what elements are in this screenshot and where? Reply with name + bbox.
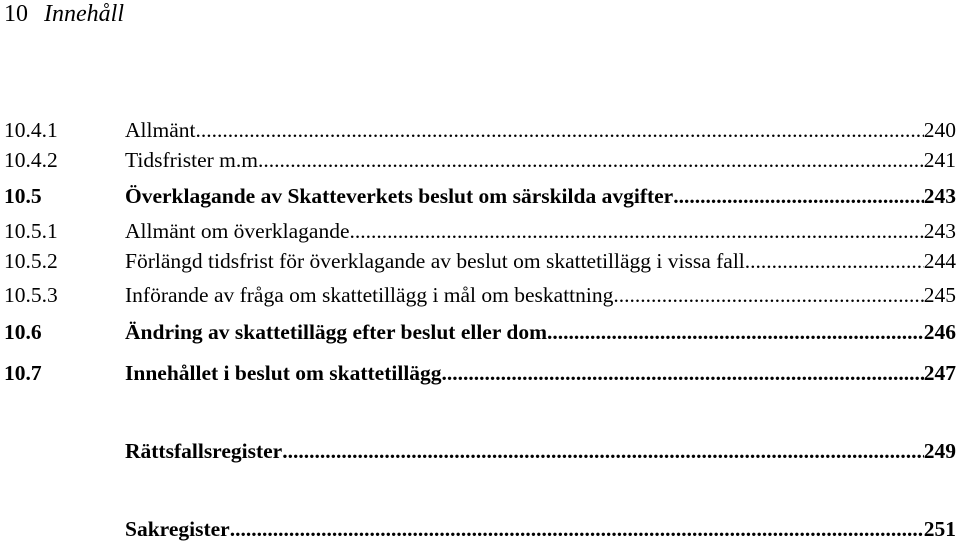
toc-entry-title: Allmänt (125, 118, 196, 142)
toc-entry-page: 245 (923, 283, 956, 307)
toc-entry[interactable] (4, 216, 956, 246)
toc-entry-title: Ändring av skattetillägg efter beslut eller dom (125, 320, 548, 344)
chapter-header (4, 0, 124, 28)
dot-leader (745, 246, 924, 276)
toc-entry-title: Sakregister (125, 517, 230, 541)
toc-entry-number: 10.6 (4, 320, 42, 344)
toc-entry-number: 10.5.1 (4, 219, 58, 243)
toc-entry-number: 10.5.2 (4, 249, 58, 273)
toc-entry-title: Innehållet i beslut om skattetillägg (125, 361, 442, 385)
dot-leader (263, 145, 923, 175)
toc-entry-page: 244 (923, 249, 956, 273)
toc-entry-title: Överklagande av Skatteverkets beslut om särskilda avgifter (125, 184, 674, 208)
dot-leader (230, 514, 924, 544)
toc-entry-page: 246 (923, 320, 956, 344)
toc-entry-page: 240 (923, 118, 956, 142)
toc-entry[interactable] (4, 280, 956, 310)
toc-entry[interactable] (4, 514, 956, 544)
toc-entry-page: 249 (923, 439, 956, 463)
toc-entry-page: 251 (923, 517, 956, 541)
dot-leader (350, 216, 924, 246)
dot-leader (442, 358, 924, 388)
toc-entry-title: Tidsfrister m.m. (125, 148, 264, 172)
toc-entry-title: Rättsfallsregister (125, 439, 283, 463)
toc-entry[interactable] (4, 115, 956, 145)
dot-leader (613, 280, 923, 310)
toc-entry[interactable] (4, 246, 956, 276)
toc-entry-number: 10.7 (4, 361, 42, 385)
toc-entry[interactable] (4, 145, 956, 175)
dot-leader (195, 115, 923, 145)
toc-entry-title: Införande av fråga om skattetillägg i mål om beskattning (125, 283, 614, 307)
toc-entry[interactable] (4, 436, 956, 466)
toc-entry-page: 243 (923, 184, 956, 208)
dot-leader (282, 436, 924, 466)
toc-entry-number: 10.5 (4, 184, 42, 208)
dot-leader (547, 317, 924, 347)
toc-entry-page: 247 (923, 361, 956, 385)
toc-entry-title: Förlängd tidsfrist för överklagande av beslut om skattetillägg i vissa fall (125, 249, 745, 273)
toc-entry[interactable] (4, 358, 956, 388)
toc-entry-number: 10.4.2 (4, 148, 58, 172)
toc-entry-title: Allmänt om överklagande (125, 219, 350, 243)
chapter-title: Innehåll (44, 1, 124, 27)
toc-entry-page: 241 (923, 148, 956, 172)
toc-entry-page: 243 (923, 219, 956, 243)
toc-entry[interactable] (4, 181, 956, 211)
toc-entry[interactable] (4, 317, 956, 347)
toc-entry-number: 10.5.3 (4, 283, 58, 307)
dot-leader (673, 181, 924, 211)
chapter-number: 10 (4, 1, 28, 27)
toc-entry-number: 10.4.1 (4, 118, 58, 142)
